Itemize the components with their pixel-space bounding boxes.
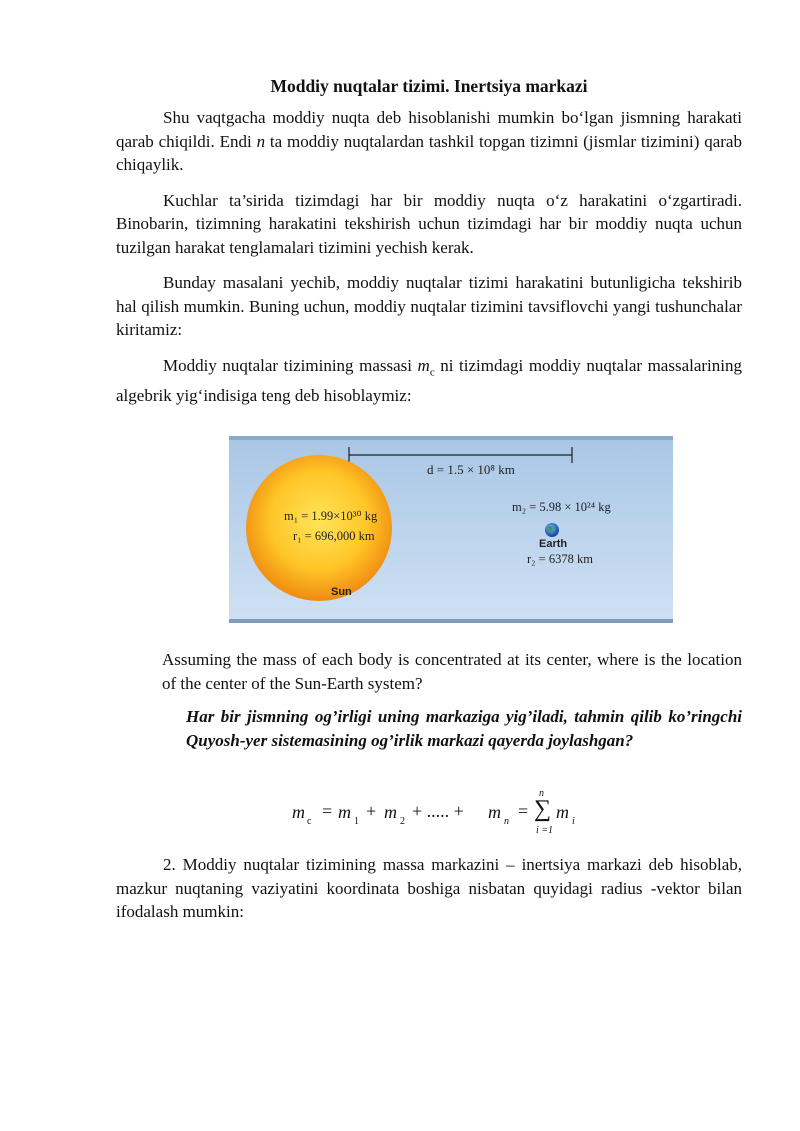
paragraph-1 — [116, 106, 742, 177]
formula-mn-sub: n — [504, 816, 509, 827]
formula-sigma: ∑ — [534, 796, 552, 822]
sun-sphere — [246, 455, 392, 601]
document-page — [116, 74, 742, 420]
formula-sum-upper: n — [539, 788, 544, 799]
paragraph-3: Bunday masalani yechib, moddiy nuqtalar tizimi harakatini butunligicha tekshirib hal qilish mumkin. Buning uchun, moddiy nuqtalar tizimini tavsiflovchi yangi tushunchalar kiritamiz: — [116, 273, 742, 339]
formula-mi: m — [556, 802, 569, 822]
sun-label: Sun — [331, 586, 352, 598]
formula-m2-sub: 2 — [400, 816, 405, 827]
paragraph-5: 2. Moddiy nuqtalar tizimining massa markazini – inertsiya markazi deb hisoblab, mazkur nuqtaning vaziyatini koordinata boshiga nisbatan quyidagi radius -vektor bilan ifodalash mumkin: — [116, 855, 742, 921]
formula-mn: m — [488, 802, 501, 822]
formula-m1: m — [338, 802, 351, 822]
figure-caption-english: Assuming the mass of each body is concentrated at its center, where is the location of the center of the Sun-Earth system? — [162, 650, 742, 693]
formula-m1-sub: 1 — [354, 816, 359, 827]
p4-text-b: ni tizimdagi moddiy nuqtalar massalarining algebrik yig‘indisiga teng deb hisoblaymiz: — [116, 355, 743, 406]
formula-plus-1: + — [366, 801, 377, 821]
formula-lhs-sub: c — [307, 816, 312, 827]
page-title: Moddiy nuqtalar tizimi. Inertsiya markazi — [270, 76, 588, 96]
p1-text-b: ta moddiy nuqtalardan tashkil topgan tizimni (jismlar tizimini) qarab chiqaylik. — [116, 131, 742, 174]
sun-earth-figure — [229, 436, 673, 623]
formula-plus-dots: + ..... + — [412, 801, 464, 821]
distance-label: d = 1.5 × 10⁸ km — [427, 462, 515, 477]
paragraph-4 — [116, 354, 742, 408]
earth-sphere — [545, 523, 559, 537]
p1-text-a: Shu vaqtgacha moddiy nuqta deb hisoblanishi mumkin bo‘lgan jismning harakati qarab chiqildi. Endi — [116, 108, 742, 151]
formula-mi-sub: i — [572, 816, 575, 827]
paragraph-2: Kuchlar ta’sirida tizimdagi har bir moddiy nuqta o‘z harakatini o‘zgartiradi. Binobarin, tizimning harakatini tekshirish uchun tizimdagi har bir moddiy nuqta uchun tuzilgan harakat tenglamalari tizimini yechish kerak. — [116, 190, 742, 257]
earth-radius-label: r₂ = 6378 km — [527, 552, 593, 566]
figure-caption-uzbek: Har bir jismning og’irligi uning markaziga yig’iladi, tahmin qilib ko’ringchi Quyosh-yer sistemasining og’irlik markazi qayerda joylashgan? — [186, 707, 742, 750]
formula-lhs: m — [292, 802, 305, 822]
formula-equals-2: = — [518, 801, 529, 821]
formula-m2: m — [384, 802, 397, 822]
earth-label: Earth — [539, 538, 568, 550]
formula-sum-lower: i =1 — [536, 825, 554, 836]
p4-mass-sub: c — [429, 365, 435, 378]
mass-sum-formula — [292, 788, 612, 838]
p1-n-symbol: n — [256, 131, 266, 151]
p4-text-a: Moddiy nuqtalar tizimining massasi — [163, 355, 418, 375]
formula-equals-1: = — [322, 801, 333, 821]
sun-mass-label: m₁ = 1.99×10³⁰ kg — [284, 509, 378, 523]
sun-radius-label: r₁ = 696,000 km — [293, 529, 375, 543]
p4-mass-symbol: m — [417, 355, 430, 375]
earth-mass-label: m₂ = 5.98 × 10²⁴ kg — [512, 500, 611, 514]
